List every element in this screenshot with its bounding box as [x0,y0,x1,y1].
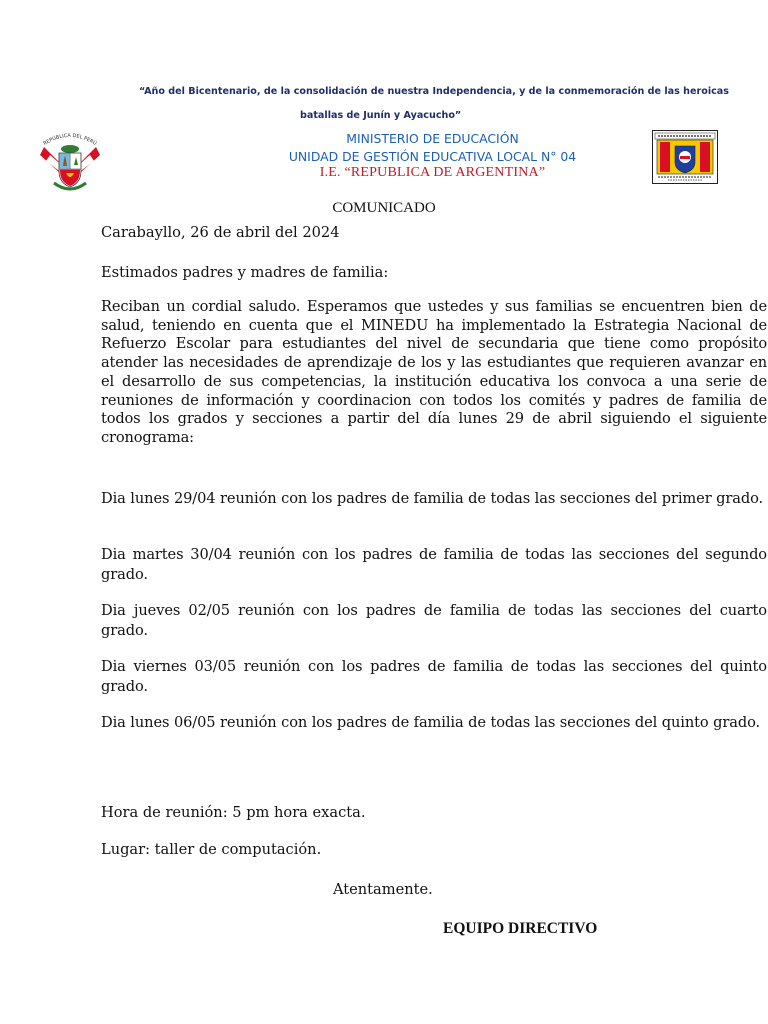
schedule-item: Dia jueves 02/05 reunión con los padres de familia de todas las secciones del cuarto grado. [101,602,767,639]
notice-title: COMUNICADO [332,200,436,216]
signature: EQUIPO DIRECTIVO [443,920,598,937]
meeting-time: Hora de reunión: 5 pm hora exacta. [101,804,366,821]
meeting-place: Lugar: taller de computación. [101,841,322,858]
svg-text:REPÚBLICA DEL PERÚ [42,133,98,147]
greeting: Estimados padres y madres de familia: [101,264,389,281]
coat-of-arms-text: REPÚBLICA DEL PERÚ [42,132,98,147]
schedule-item: Dia viernes 03/05 reunión con los padres de familia de todas las secciones del quinto grado. [101,658,767,695]
date-line: Carabayllo, 26 de abril del 2024 [101,224,340,241]
closing: Atentamente. [333,881,433,898]
ministry-name: MINISTERIO DE EDUCACIÓN [346,131,519,146]
motto-line-2: batallas de Junín y Ayacucho” [300,110,462,121]
schedule-item: Dia martes 30/04 reunión con los padres de familia de todas las secciones del segundo grado. [101,546,767,583]
schedule-item: Dia lunes 29/04 reunión con los padres de familia de todas las secciones del primer grado. [101,490,764,507]
motto-line-1: “Año del Bicentenario, de la consolidación de nuestra Independencia, y de la conmemoración de las heroicas [139,86,729,97]
ugel-name: UNIDAD DE GESTIÓN EDUCATIVA LOCAL N° 04 [288,149,577,164]
school-crest-icon [652,130,718,184]
main-paragraph: Reciban un cordial saludo. Esperamos que ustedes y sus familias se encuentren bien de salud, teniendo en cuenta que el MINEDU ha implementado la Estrategia Nacional de Refuerzo Escolar para estudiantes del nivel de secundaria que tiene como propósito atender las necesidades de aprendizaje de los y las estudiantes que requieren avanzar en el desarrollo de sus competencias, la institución educativa los convoca a una serie de reuniones de información y coordinacion con todos los comités y padres de familia de todos los grados y secciones a partir del día lunes 29 de abril siguiendo el siguiente cronograma: [101,298,767,446]
schedule-item: Dia lunes 06/05 reunión con los padres de familia de todas las secciones del quinto grado. [101,714,761,731]
school-name: I.E. “REPUBLICA DE ARGENTINA” [319,165,546,180]
peru-coat-of-arms-icon [30,125,110,197]
